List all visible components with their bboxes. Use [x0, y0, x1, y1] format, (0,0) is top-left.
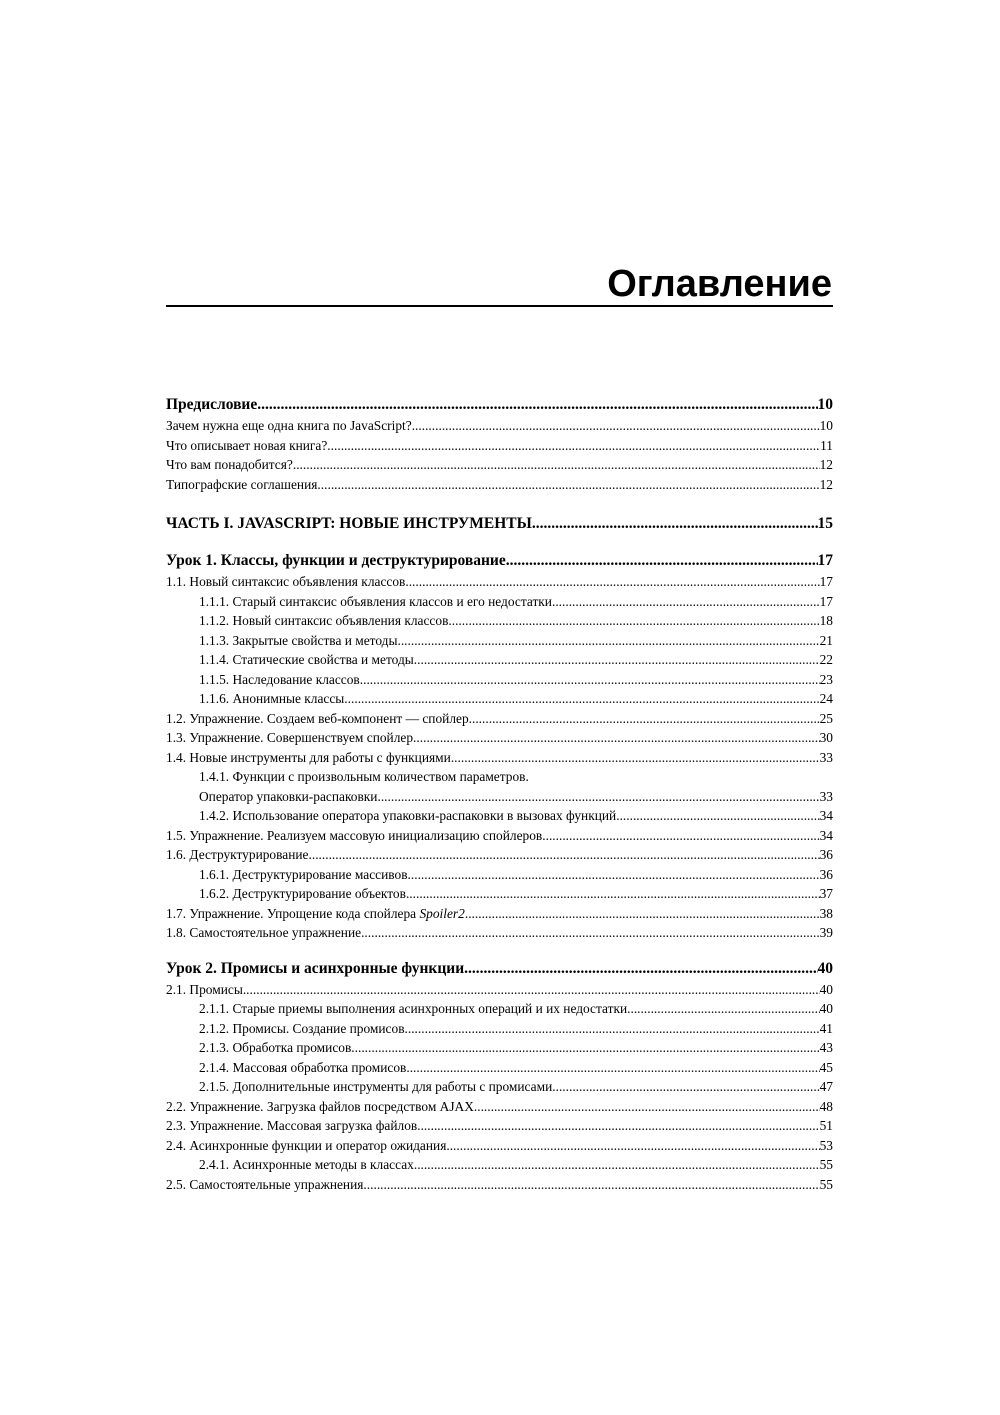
toc-item[interactable]: 2.1.5. Дополнительные инструменты для работы с промисами ..... 47: [166, 1077, 833, 1097]
toc-item[interactable]: 1.1.4. Статические свойства и методы ..... 22: [166, 650, 833, 670]
toc-item[interactable]: Что описывает новая книга? ..... 11: [166, 436, 833, 456]
toc-item[interactable]: Зачем нужна еще одна книга по JavaScript? ..... 10: [166, 416, 833, 436]
page-title: Оглавление: [607, 263, 832, 305]
toc-item[interactable]: 1.4.1. Функции с произвольным количеством параметров.: [199, 769, 529, 784]
toc-item[interactable]: 2.5. Самостоятельные упражнения ..... 55: [166, 1175, 833, 1195]
toc-item[interactable]: 2.1. Промисы ..... 40: [166, 980, 833, 1000]
toc-item[interactable]: 1.8. Самостоятельное упражнение ..... 39: [166, 923, 833, 943]
toc-item[interactable]: 1.1.3. Закрытые свойства и методы ..... 21: [166, 631, 833, 651]
toc-item[interactable]: 2.1.2. Промисы. Создание промисов ..... 41: [166, 1019, 833, 1039]
toc-item[interactable]: 2.3. Упражнение. Массовая загрузка файлов ..... 51: [166, 1116, 833, 1136]
toc-item[interactable]: 1.1.6. Анонимные классы ..... 24: [166, 689, 833, 709]
toc-heading-preface[interactable]: Предисловие ..... 10: [166, 394, 833, 416]
toc-item[interactable]: 1.1. Новый синтаксис объявления классов ..... 17: [166, 572, 833, 592]
toc-item[interactable]: 1.6.2. Деструктурирование объектов ..... 37: [166, 884, 833, 904]
toc-item[interactable]: 1.3. Упражнение. Совершенствуем спойлер ..... 30: [166, 728, 833, 748]
toc-item[interactable]: Типографские соглашения ..... 12: [166, 475, 833, 495]
toc-item[interactable]: 1.6. Деструктурирование ..... 36: [166, 845, 833, 865]
toc-item[interactable]: 1.1.1. Старый синтаксис объявления классов и его недостатки ..... 17: [166, 592, 833, 612]
toc-item[interactable]: 1.1.2. Новый синтаксис объявления классов ..... 18: [166, 611, 833, 631]
toc-item[interactable]: 1.7. Упражнение. Упрощение кода спойлера Spoiler2 ..... 38: [166, 904, 833, 924]
toc-item[interactable]: 2.4.1. Асинхронные методы в классах ..... 55: [166, 1155, 833, 1175]
table-of-contents: [166, 394, 833, 1194]
toc-item[interactable]: 1.4.2. Использование оператора упаковки-распаковки в вызовах функций ..... 34: [166, 806, 833, 826]
toc-item[interactable]: 2.1.1. Старые приемы выполнения асинхронных операций и их недостатки ..... 40: [166, 999, 833, 1019]
toc-item[interactable]: Что вам понадобится? ..... 12: [166, 455, 833, 475]
toc-item[interactable]: 1.5. Упражнение. Реализуем массовую инициализацию спойлеров ..... 34: [166, 826, 833, 846]
title-rule: [166, 305, 833, 307]
toc-item[interactable]: 2.4. Асинхронные функции и оператор ожидания ..... 53: [166, 1136, 833, 1156]
toc-item[interactable]: 1.4. Новые инструменты для работы с функциями ..... 33: [166, 748, 833, 768]
toc-heading-lesson-2[interactable]: Урок 2. Промисы и асинхронные функции ..... 40: [166, 958, 833, 980]
toc-item[interactable]: 2.1.3. Обработка промисов ..... 43: [166, 1038, 833, 1058]
toc-item[interactable]: 1.2. Упражнение. Создаем веб-компонент — спойлер ..... 25: [166, 709, 833, 729]
toc-heading-part-1[interactable]: ЧАСТЬ I. JAVASCRIPT: НОВЫЕ ИНСТРУМЕНТЫ ..... 15: [166, 513, 833, 535]
toc-item[interactable]: 2.1.4. Массовая обработка промисов ..... 45: [166, 1058, 833, 1078]
toc-item[interactable]: 1.6.1. Деструктурирование массивов ..... 36: [166, 865, 833, 885]
toc-item-continuation[interactable]: Оператор упаковки-распаковки ..... 33: [166, 787, 833, 807]
toc-item[interactable]: 2.2. Упражнение. Загрузка файлов посредством AJAX ..... 48: [166, 1097, 833, 1117]
toc-item[interactable]: 1.1.5. Наследование классов ..... 23: [166, 670, 833, 690]
toc-heading-lesson-1[interactable]: Урок 1. Классы, функции и деструктурирование ..... 17: [166, 550, 833, 572]
